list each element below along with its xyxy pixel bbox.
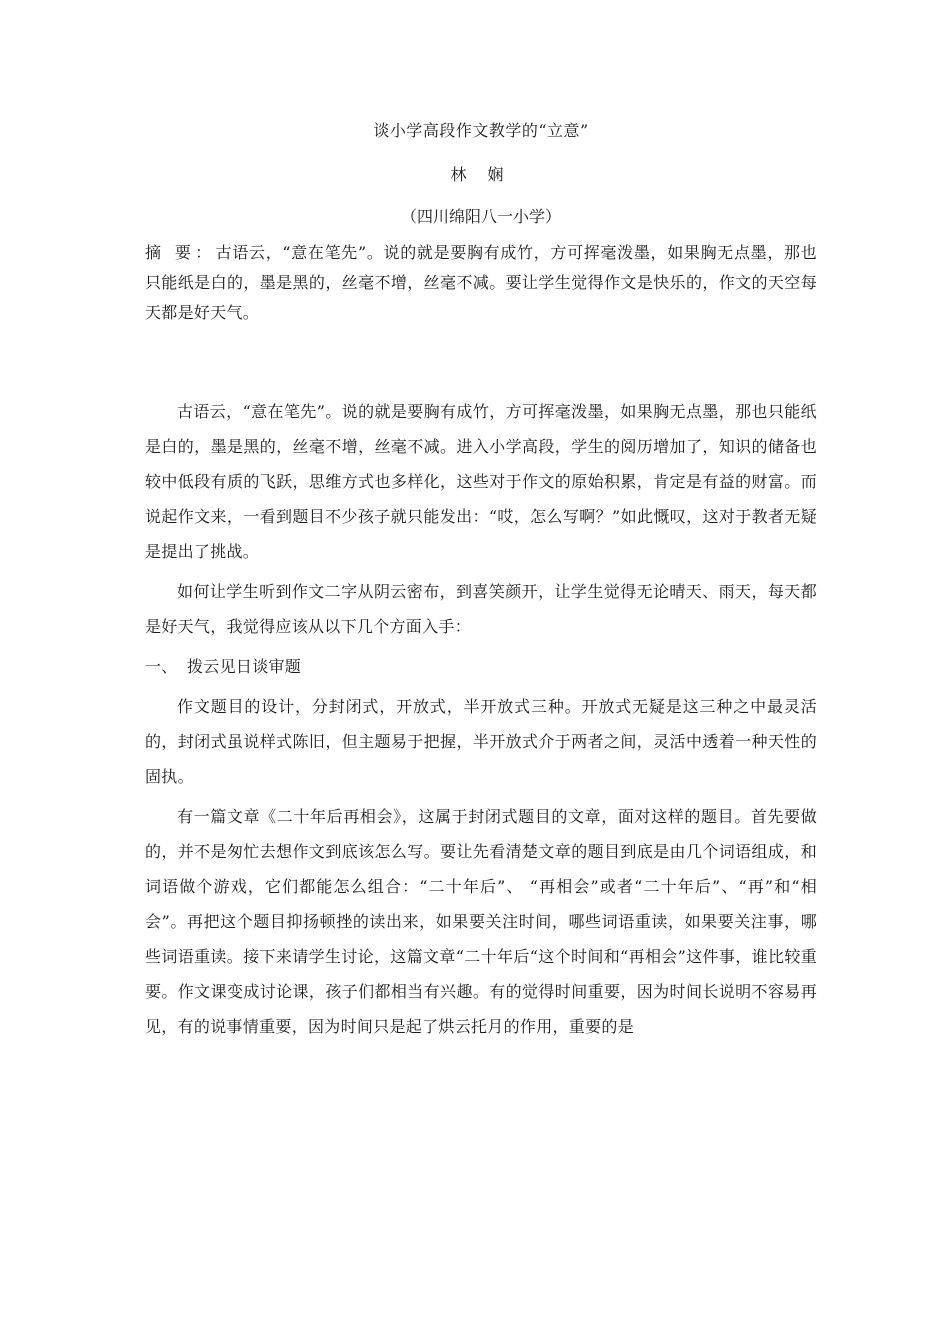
author-affiliation: （四川绵阳八一小学） bbox=[400, 207, 561, 226]
body-paragraph: 如何让学生听到作文二字从阴云密布，到喜笑颜开，让学生觉得无论晴天、雨天，每天都是好天气，我觉得应该从以下几个方面入手： bbox=[145, 582, 817, 636]
section-gap bbox=[145, 328, 817, 394]
body-paragraph: 有一篇文章《二十年后再相会》，这属于封闭式题目的文章，面对这样的题目。首先要做的，并不是匆忙去想作文到底该怎么写。要让先看清楚文章的题目到底是由几个词语组成，和词语做个游戏，它们都能怎么组合：“二十年后”、 “再相会”或者“二十年后”、“再”和“相会”。再把这个题目抑扬顿挫的读出来，如果要关注时间，哪些词语重读，如果要关注事，哪些词语重读。接下来请学生讨论，这篇文章“二十年后“这个时间和“再相会”这件事，谁比较重要。作文课变成讨论课，孩子们都相当有兴趣。有的觉得时间重要，因为时间长说明不容易再见，有的说事情重要，因为时间只是起了烘云托月的作用，重要的是 bbox=[145, 807, 817, 1036]
abstract-text: 古语云，“意在笔先”。说的就是要胸有成竹，方可挥毫泼墨，如果胸无点墨，那也只能纸是白的，墨是黑的，丝毫不增，丝毫不减。要让学生觉得作文是快乐的，作文的天空每天都是好天气。 bbox=[145, 243, 817, 322]
abstract-label: 摘 要： bbox=[145, 243, 216, 262]
body-paragraph: 作文题目的设计，分封闭式，开放式，半开放式三种。开放式无疑是这三种之中最灵活的，封闭式虽说样式陈旧，但主题易于把握，半开放式介于两者之间，灵活中透着一种天性的固执。 bbox=[145, 697, 817, 786]
section-number: 一、 bbox=[145, 657, 178, 676]
abstract bbox=[145, 238, 817, 328]
section-title: 拨云见日谈审题 bbox=[187, 657, 302, 676]
document-title: 谈小学高段作文教学的“立意” bbox=[373, 121, 589, 140]
author-name: 林 娴 bbox=[450, 165, 512, 184]
section-heading bbox=[145, 649, 817, 684]
body-paragraph: 古语云，“意在笔先”。说的就是要胸有成竹，方可挥毫泼墨，如果胸无点墨，那也只能纸是白的，墨是黑的，丝毫不增，丝毫不减。进入小学高段，学生的阅历增加了，知识的储备也较中低段有质的飞跃，思维方式也多样化，这些对于作文的原始积累，肯定是有益的财富。而说起作文来，一看到题目不少孩子就只能发出：“哎，怎么写啊？”如此慨叹，这对于教者无疑是提出了挑战。 bbox=[145, 402, 817, 561]
document-page bbox=[145, 118, 817, 1049]
